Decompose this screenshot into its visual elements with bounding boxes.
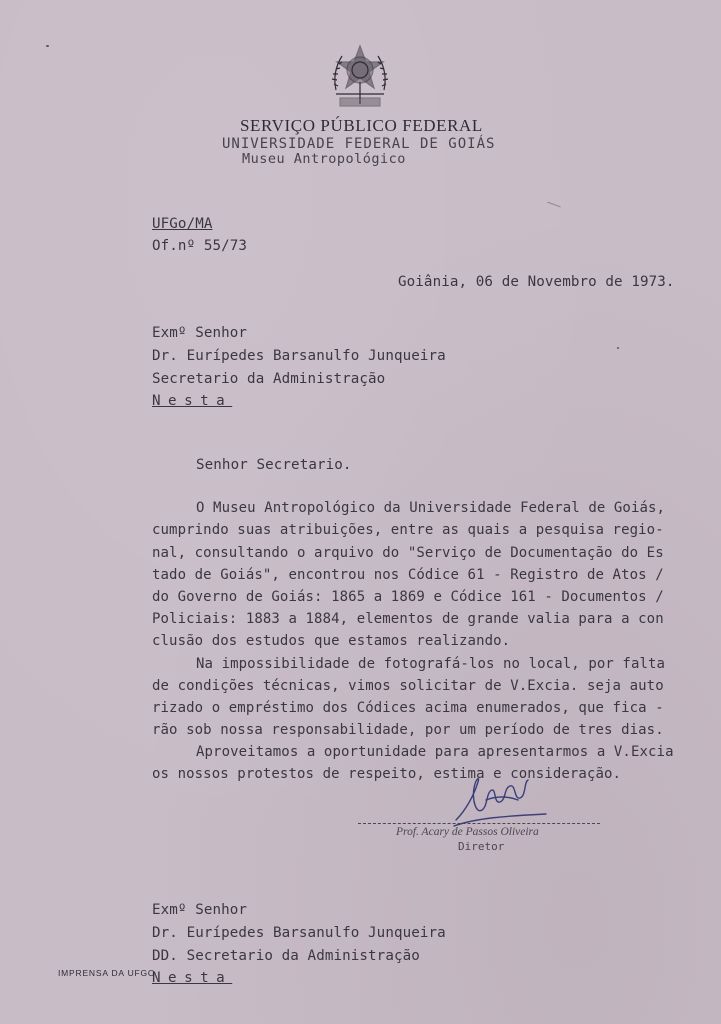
body-line: rão sob nossa responsabilidade, por um período de tres dias. xyxy=(152,722,664,738)
reference-number: Of.nº 55/73 xyxy=(152,238,248,254)
body-line: os nossos protestos de respeito, estima e consideração. xyxy=(152,766,622,782)
brazil-coat-of-arms-icon xyxy=(326,42,394,114)
body-line: Na impossibilidade de fotografá-los no local, por falta xyxy=(196,656,666,672)
body-line: cumprindo suas atribuições, entre as quais a pesquisa regio- xyxy=(152,522,664,538)
addressee-title: Secretario da Administração xyxy=(152,371,386,387)
addressee-name: Dr. Eurípedes Barsanulfo Junqueira xyxy=(152,348,446,364)
addressee-location: Nesta xyxy=(152,393,233,409)
body-line: de condições técnicas, vimos solicitar de V.Excia. seja auto xyxy=(152,678,664,694)
body-line: do Governo de Goiás: 1865 a 1869 e Códice 161 - Documentos / xyxy=(152,589,664,605)
body-line: nal, consultando o arquivo do "Serviço de Documentação do Es xyxy=(152,545,664,561)
signature-line xyxy=(358,823,600,824)
letterhead-line3: Museu Antropológico xyxy=(242,151,406,167)
letterhead-line2: UNIVERSIDADE FEDERAL DE GOIÁS xyxy=(222,136,496,152)
footer-title: DD. Secretario da Administração xyxy=(152,948,420,964)
greeting: Senhor Secretario. xyxy=(196,457,352,473)
paper-speck xyxy=(547,202,560,208)
letterhead-line1: SERVIÇO PÚBLICO FEDERAL xyxy=(240,116,483,135)
signatory-title: Diretor xyxy=(458,840,505,853)
reference-code: UFGo/MA xyxy=(152,216,213,232)
footer-salutation: Exmº Senhor xyxy=(152,902,248,918)
letter-date: Goiânia, 06 de Novembro de 1973. xyxy=(398,274,675,290)
paper-speck xyxy=(46,45,49,47)
body-line: clusão dos estudos que estamos realizando. xyxy=(152,633,511,649)
footer-name: Dr. Eurípedes Barsanulfo Junqueira xyxy=(152,925,446,941)
signatory-name: Prof. Acary de Passos Oliveira xyxy=(396,826,539,838)
addressee-salutation: Exmº Senhor xyxy=(152,325,248,341)
body-line: Aproveitamos a oportunidade para apresentarmos a V.Excia xyxy=(196,744,674,760)
footer-location: Nesta xyxy=(152,970,233,986)
body-line: O Museu Antropológico da Universidade Federal de Goiás, xyxy=(196,500,666,516)
paper-speck xyxy=(617,347,619,349)
body-line: rizado o empréstimo dos Códices acima enumerados, que fica - xyxy=(152,700,664,716)
imprint-label: IMPRENSA DA UFGO xyxy=(58,968,156,978)
body-line: tado de Goiás", encontrou nos Códice 61 - Registro de Atos / xyxy=(152,567,664,583)
body-line: Policiais: 1883 a 1884, elementos de grande valia para a con xyxy=(152,611,664,627)
